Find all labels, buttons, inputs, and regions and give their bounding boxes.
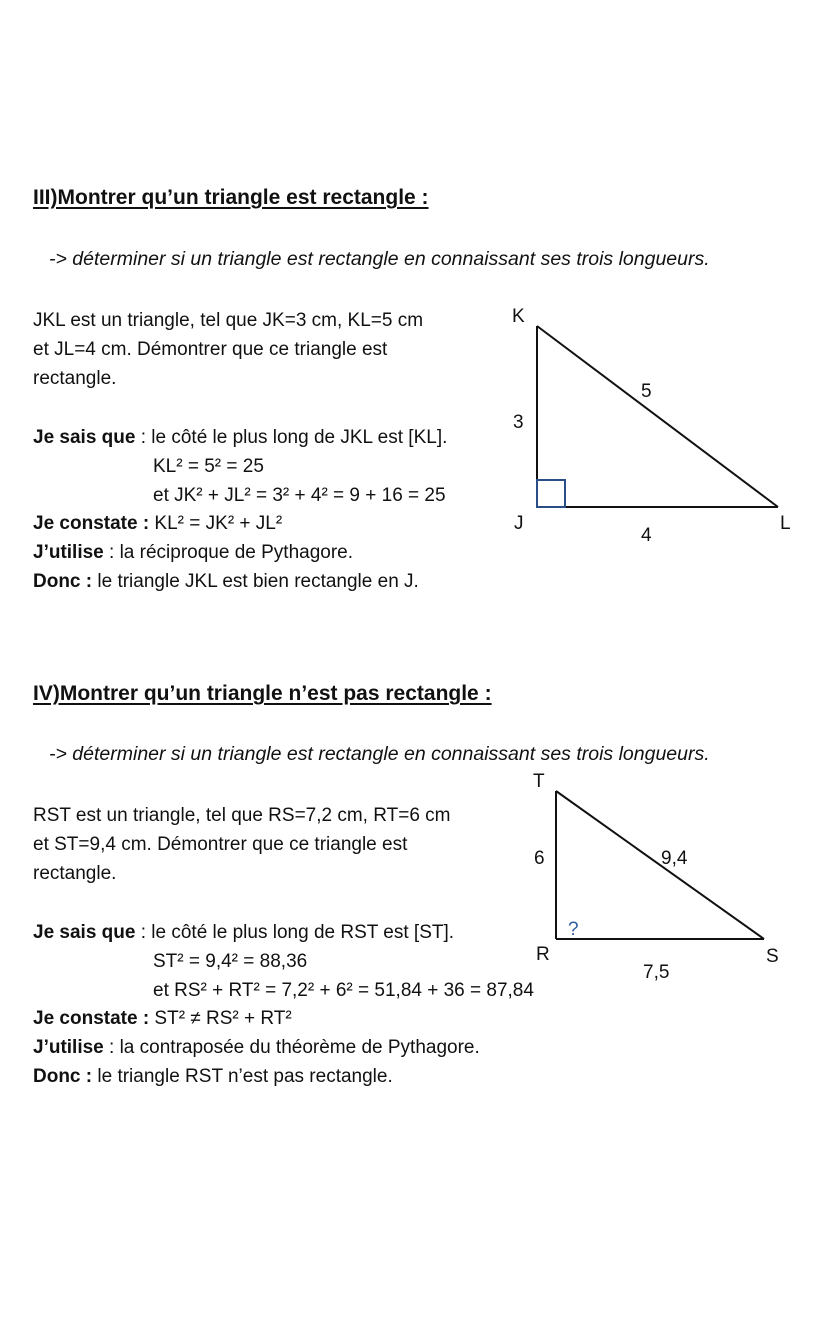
- vertex-l: L: [780, 513, 791, 534]
- label-kl: 5: [641, 381, 652, 402]
- side-st: [556, 791, 764, 939]
- jutilise-text: : la réciproque de Pythagore.: [103, 542, 354, 563]
- je-sais-label: Je sais que: [33, 922, 136, 943]
- vertex-s: S: [766, 946, 779, 967]
- vertex-j: J: [514, 513, 524, 534]
- jutilise-label: J’utilise: [33, 542, 104, 563]
- je-sais-label: Je sais que: [33, 427, 136, 448]
- label-jk: 3: [513, 412, 524, 433]
- donc-label: Donc :: [33, 571, 93, 592]
- section3-intro: -> déterminer si un triangle est rectangle en connaissant ses trois longueurs.: [49, 248, 710, 270]
- label-st: 9,4: [661, 848, 688, 869]
- statement-line: et ST=9,4 cm. Démontrer que ce triangle est: [33, 834, 408, 855]
- je-constate-label: Je constate :: [33, 1008, 150, 1029]
- jutilise-text: : la contraposée du théorème de Pythagore.: [103, 1037, 480, 1058]
- section3-title: III)Montrer qu’un triangle est rectangle :: [33, 186, 429, 209]
- je-constate-text: ST² ≠ RS² + RT²: [149, 1008, 292, 1029]
- je-sais-text: : le côté le plus long de RST est [ST].: [135, 922, 455, 943]
- label-jl: 4: [641, 525, 652, 546]
- section4-calc1: ST² = 9,4² = 88,36: [153, 951, 308, 972]
- statement-line: et JL=4 cm. Démontrer que ce triangle est: [33, 339, 388, 360]
- donc-text: le triangle JKL est bien rectangle en J.: [92, 571, 419, 592]
- statement-line: rectangle.: [33, 368, 117, 389]
- donc-label: Donc :: [33, 1066, 93, 1087]
- angle-question-mark: ?: [568, 919, 579, 940]
- section4-calc2: et RS² + RT² = 7,2² + 6² = 51,84 + 36 = 87,84: [153, 980, 534, 1001]
- section3-calc1: KL² = 5² = 25: [153, 456, 264, 477]
- statement-line: RST est un triangle, tel que RS=7,2 cm, RT=6 cm: [33, 805, 451, 826]
- statement-line: rectangle.: [33, 863, 117, 884]
- je-sais-text: : le côté le plus long de JKL est [KL].: [135, 427, 448, 448]
- label-rs: 7,5: [643, 962, 670, 983]
- section4-intro: -> déterminer si un triangle est rectangle en connaissant ses trois longueurs.: [49, 743, 710, 765]
- section4-title: IV)Montrer qu’un triangle n’est pas rectangle :: [33, 682, 492, 705]
- je-constate-label: Je constate :: [33, 513, 150, 534]
- je-constate-text: KL² = JK² + JL²: [149, 513, 283, 534]
- jutilise-label: J’utilise: [33, 1037, 104, 1058]
- donc-text: le triangle RST n’est pas rectangle.: [92, 1066, 393, 1087]
- vertex-k: K: [512, 306, 525, 327]
- vertex-t: T: [533, 771, 545, 792]
- statement-line: JKL est un triangle, tel que JK=3 cm, KL=5 cm: [33, 310, 424, 331]
- section3-calc2: et JK² + JL² = 3² + 4² = 9 + 16 = 25: [153, 485, 446, 506]
- label-rt: 6: [534, 848, 545, 869]
- vertex-r: R: [536, 944, 550, 965]
